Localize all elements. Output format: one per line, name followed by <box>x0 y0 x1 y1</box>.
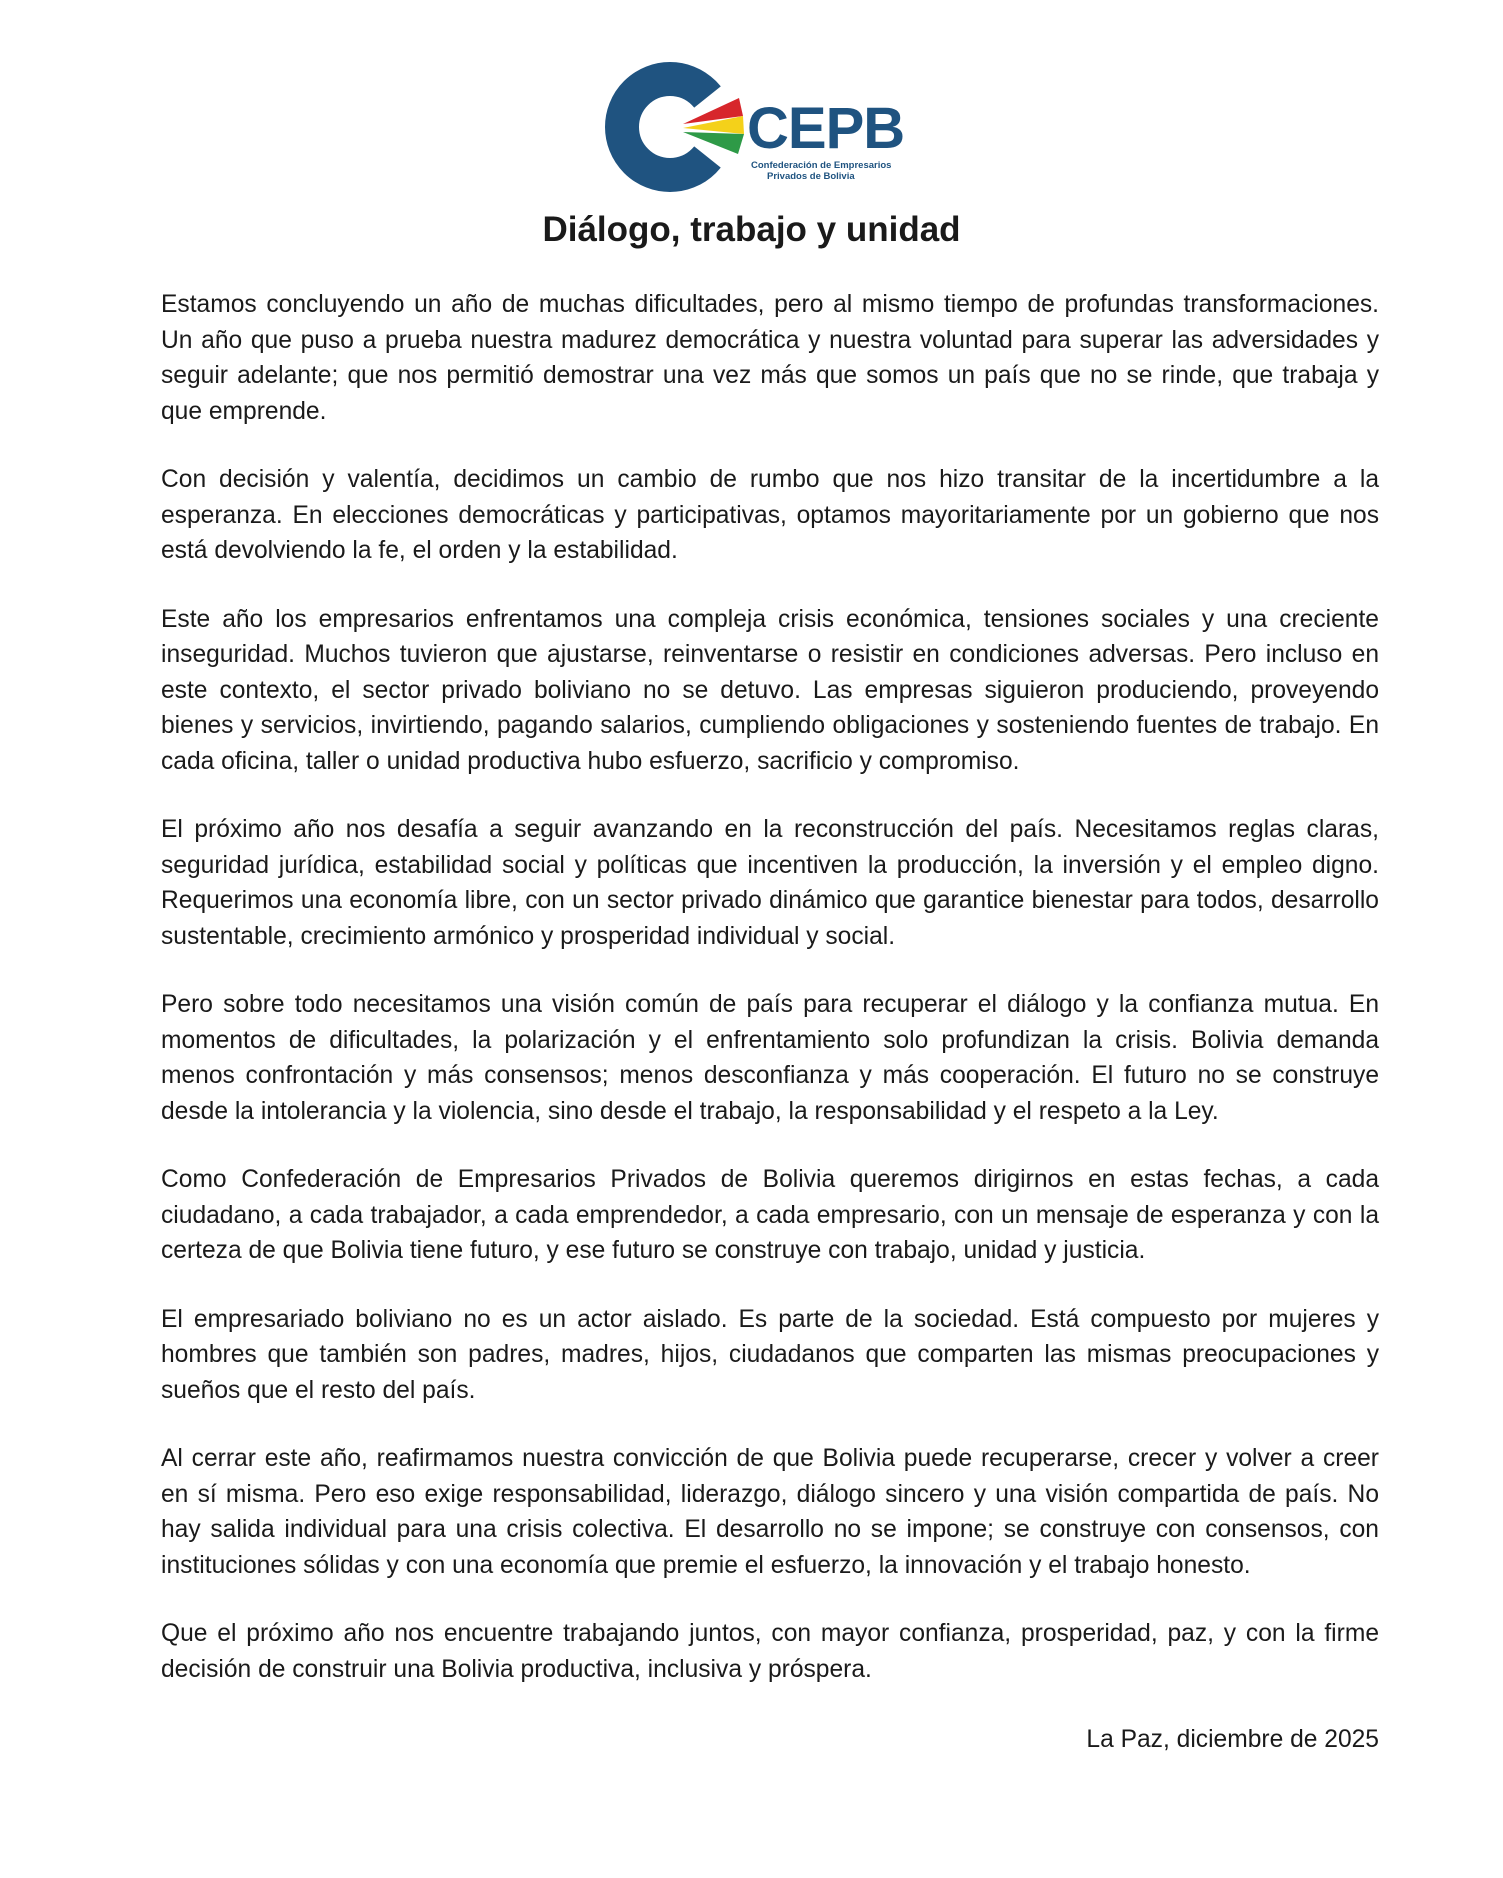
paragraph: El próximo año nos desafía a seguir avanzando en la reconstrucción del país. Necesitamos reglas claras, seguridad jurídica, estabilidad social y políticas que incentiven la producción, la inversión y el empleo digno. Requerimos una economía libre, con un sector privado dinámico que garantice bienestar para todos, desarrollo sustentable, crecimiento armónico y prosperidad individual y social. <box>161 816 1379 950</box>
logo-abbreviation: CEPB <box>747 96 905 161</box>
paragraph: Con decisión y valentía, decidimos un cambio de rumbo que nos hizo transitar de la incertidumbre a la esperanza. En elecciones democráticas y participativas, optamos mayoritariamente por un gobierno que nos está devolviendo la fe, el orden y la estabilidad. <box>161 466 1379 564</box>
paragraph: Que el próximo año nos encuentre trabajando juntos, con mayor confianza, prosperidad, paz, y con la firme decisión de construir una Bolivia productiva, inclusiva y próspera. <box>161 1620 1379 1683</box>
cepb-logo <box>605 62 905 192</box>
cepb-logo-graphic <box>605 62 905 192</box>
paragraph: El empresariado boliviano no es un actor aislado. Es parte de la sociedad. Está compuesto por mujeres y hombres que también son padres, madres, hijos, ciudadanos que comparten las mismas preocupaciones y sueños que el resto del país. <box>161 1305 1379 1404</box>
paragraph: Este año los empresarios enfrentamos una compleja crisis económica, tensiones sociales y una creciente inseguridad. Muchos tuvieron que ajustarse, reinventarse o resistir en condiciones adversas. Pero incluso en este contexto, el sector privado boliviano no se detuvo. Las empresas siguieron produciendo, proveyendo bienes y servicios, invirtiendo, pagando salarios, cumpliendo obligaciones y sosteniendo fuentes de trabajo. En cada oficina, taller o unidad productiva hubo esfuerzo, sacrificio y compromiso. <box>161 605 1379 775</box>
paragraph: Pero sobre todo necesitamos una visión común de país para recuperar el diálogo y la confianza mutua. En momentos de dificultades, la polarización y el enfrentamiento solo profundizan la crisis. Bolivia demanda menos confrontación y más consensos; menos desconfianza y más cooperación. El futuro no se construye desde la intolerancia y la violencia, sino desde el trabajo, la responsabilidad y el respeto a la Ley. <box>161 991 1379 1125</box>
document-body <box>161 287 1379 1720</box>
document-title: Diálogo, trabajo y unidad <box>542 210 961 249</box>
place-and-date: La Paz, diciembre de 2025 <box>1086 1726 1379 1753</box>
logo-subtitle-line2: Privados de Bolivia <box>767 171 855 182</box>
paragraph: Como Confederación de Empresarios Privados de Bolivia queremos dirigirnos en estas fechas, a cada ciudadano, a cada trabajador, a cada emprendedor, a cada empresario, con un mensaje de esperanza y con la certeza de que Bolivia tiene futuro, y ese futuro se construye con trabajo, unidad y justicia. <box>161 1166 1379 1264</box>
logo-subtitle-line1: Confederación de Empresarios <box>751 160 892 171</box>
paragraph: Al cerrar este año, reafirmamos nuestra convicción de que Bolivia puede recuperarse, crecer y volver a creer en sí misma. Pero eso exige responsabilidad, liderazgo, diálogo sincero y una visión compartida de país. No hay salida individual para una crisis colectiva. El desarrollo no se impone; se construye con consensos, con instituciones sólidas y con una economía que premie el esfuerzo, la innovación y el trabajo honesto. <box>161 1445 1379 1579</box>
paragraph: Estamos concluyendo un año de muchas dificultades, pero al mismo tiempo de profundas transformaciones. Un año que puso a prueba nuestra madurez democrática y nuestra voluntad para superar las adversidades y seguir adelante; que nos permitió demostrar una vez más que somos un país que no se rinde, que trabaja y que emprende. <box>161 291 1379 425</box>
